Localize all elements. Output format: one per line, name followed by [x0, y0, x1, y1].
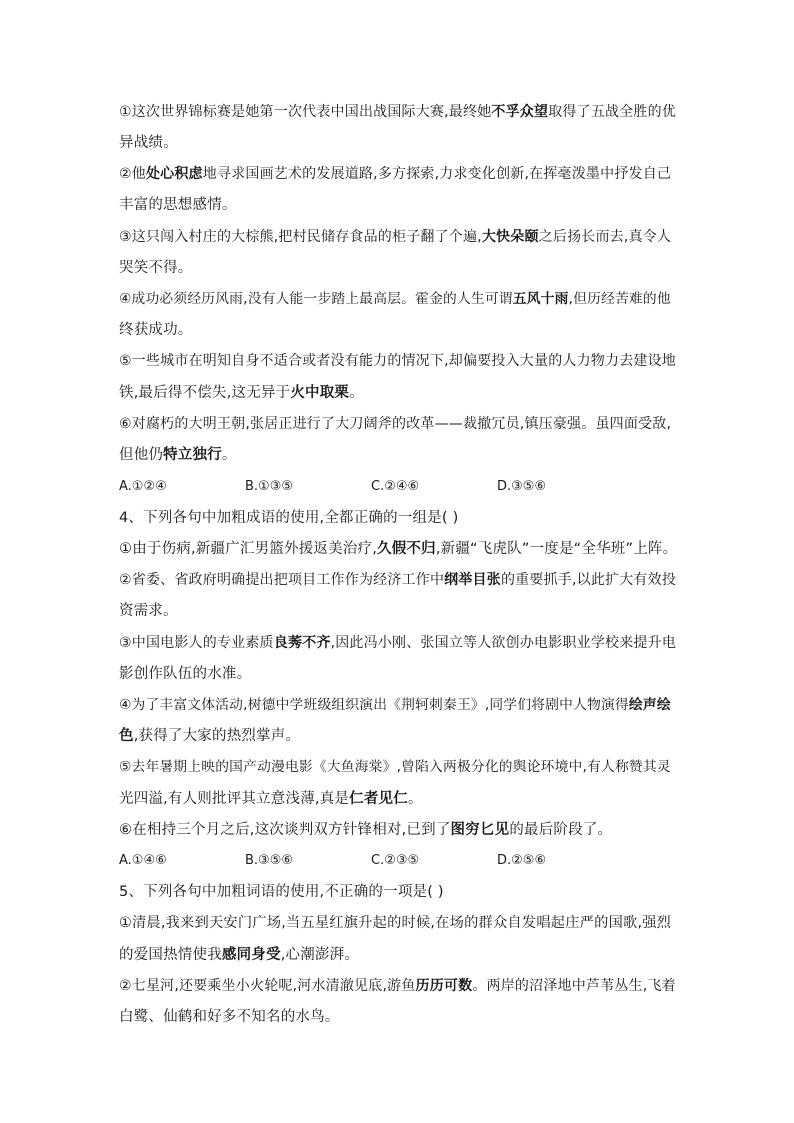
q4-item-4-line-1: ④为了丰富文体活动,树德中学班级组织演出《荆轲刺秦王》,同学们将剧中人物演得绘声绘: [119, 697, 671, 713]
q4-item-1-line-1: ①由于伤病,新疆广汇男篮外援返美治疗,久假不归,新疆“飞虎队”一度是“全华班”上阵。: [119, 541, 678, 557]
q4-item-2-line-1: ②省委、省政府明确提出把项目工作作为经济工作中纲举目张的重要抓手,以此扩大有效投: [119, 572, 677, 588]
q4-option-b[interactable]: B.③⑤⑥: [245, 853, 294, 868]
q3-item-6-line-2: 但他仍特立独行。: [119, 447, 237, 463]
q5-item-2-line-1: ②七星河,还要乘坐小火轮呢,河水清澈见底,游鱼历历可数。两岸的沼泽地中芦苇丛生,飞着: [119, 978, 676, 994]
q4-item-5-line-1: ⑤去年暑期上映的国产动漫电影《大鱼海棠》,曾陷入两极分化的舆论环境中,有人称赞其灵: [119, 759, 671, 775]
q4-item-3-line-1: ③中国电影人的专业素质良莠不齐,因此冯小刚、张国立等人欲创办电影职业学校来提升电: [119, 635, 677, 651]
q4-item-5-line-2: 光四溢,有人则批评其立意浅薄,真是仁者见仁。: [119, 791, 423, 807]
q3-item-4-line-2: 终获成功。: [119, 322, 193, 338]
q4-option-c[interactable]: C.②③⑤: [371, 853, 420, 868]
q3-item-2-line-2: 丰富的思想感情。: [119, 197, 237, 213]
q4-item-6-line-1: ⑥在相持三个月之后,这次谈判双方针锋相对,已到了图穷匕见的最后阶段了。: [119, 822, 613, 838]
q3-item-2-line-1: ②他处心积虑地寻求国画艺术的发展道路,多方探索,力求变化创新,在挥毫泼墨中抒发自己: [119, 166, 672, 182]
q4-item-3-line-2: 影创作队伍的水准。: [119, 666, 252, 682]
q3-item-6-line-1: ⑥对腐朽的大明王朝,张居正进行了大刀阔斧的改革——裁撤冗员,镇压豪强。虽四面受敌,: [119, 416, 672, 432]
q4-stem: 4、下列各句中加粗成语的使用,全都正确的一组是( ): [119, 510, 459, 526]
q5-stem: 5、下列各句中加粗词语的使用,不正确的一项是( ): [119, 884, 444, 900]
q5-item-1-line-2: 的爱国热情使我感同身受,心潮澎湃。: [119, 947, 360, 963]
q3-item-4-line-1: ④成功必须经历风雨,没有人能一步踏上最高层。霍金的人生可谓五风十雨,但历经苦难的他: [119, 291, 671, 307]
q3-option-b[interactable]: B.①③⑤: [245, 479, 294, 494]
q4-option-d[interactable]: D.②⑤⑥: [497, 853, 547, 868]
q3-options: [119, 477, 679, 497]
q3-item-3-line-2: 哭笑不得。: [119, 260, 193, 276]
q3-item-1-line-2: 异战绩。: [119, 135, 178, 151]
q4-item-2-line-2: 资需求。: [119, 603, 178, 619]
q4-item-4-line-2: 色,获得了大家的热烈掌声。: [119, 728, 301, 744]
q3-item-3-line-1: ③这只闯入村庄的大棕熊,把村民储存食品的柜子翻了个遍,大快朵颐之后扬长而去,真令人: [119, 229, 672, 245]
q3-option-d[interactable]: D.③⑤⑥: [497, 479, 547, 494]
q3-item-5-line-1: ⑤一些城市在明知自身不适合或者没有能力的情况下,却偏要投入大量的人力物力去建设地: [119, 353, 676, 369]
q3-option-a[interactable]: A.①②④: [119, 479, 167, 494]
q5-item-2-line-2: 白鹭、仙鹤和好多不知名的水鸟。: [119, 1009, 340, 1025]
q5-item-1-line-1: ①清晨,我来到天安门广场,当五星红旗升起的时候,在场的群众自发唱起庄严的国歌,强烈: [119, 915, 672, 931]
q3-item-5-line-2: 铁,最后得不偿失,这无异于火中取栗。: [119, 385, 364, 401]
q3-option-c[interactable]: C.②④⑥: [371, 479, 420, 494]
q3-item-1-line-1: ①这次世界锦标赛是她第一次代表中国出战国际大赛,最终她不孚众望取得了五战全胜的优: [119, 104, 677, 120]
q4-option-a[interactable]: A.①④⑥: [119, 853, 167, 868]
q4-options: [119, 851, 679, 871]
